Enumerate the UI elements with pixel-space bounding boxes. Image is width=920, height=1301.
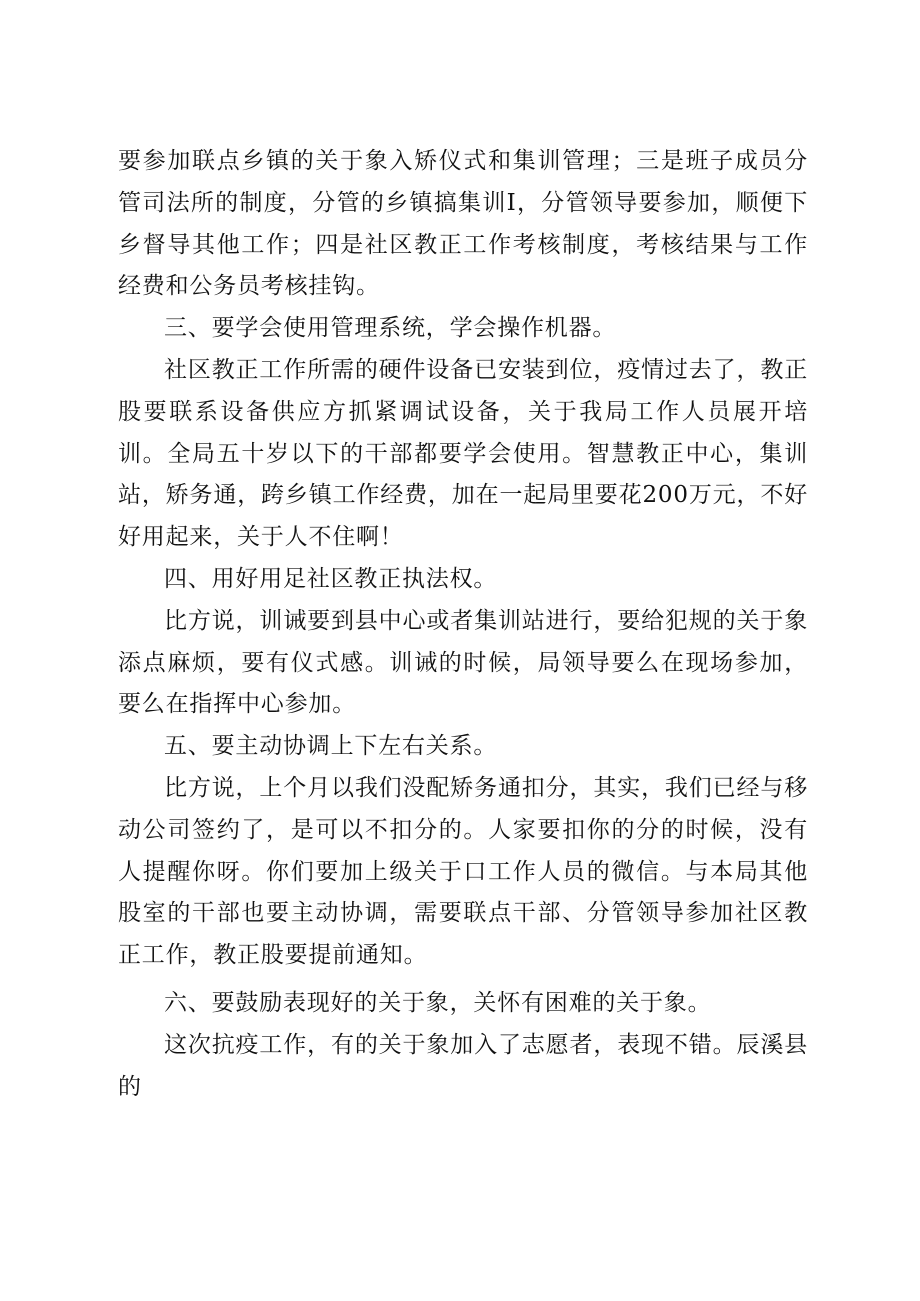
document-body xyxy=(118,141,808,1108)
paragraph-continuation: 要参加联点乡镇的关于象入矫仪式和集训管理；三是班子成员分管司法所的制度，分管的乡镇搞集训I，分管领导要参加，顺便下乡督导其他工作；四是社区教正工作考核制度，考核结果与工作经费和公务员考核挂钩。 xyxy=(118,148,808,300)
section-heading-6: 六、要鼓励表现好的关于象，关怀有困难的关于象。 xyxy=(164,989,712,1016)
paragraph-section-3: 社区教正工作所需的硬件设备已安装到位，疫情过去了，教正股要联系设备供应方抓紧调试设备，关于我局工作人员展开培训。全局五十岁以下的干部都要学会使用。智慧教正中心，集训站，矫务通，跨乡镇工作经费，加在一起局里要花200万元，不好好用起来，关于人不住啊！ xyxy=(118,356,808,551)
section-heading-3: 三、要学会使用管理系统，学会操作机器。 xyxy=(164,315,617,342)
paragraph-section-4: 比方说，训诫要到县中心或者集训站进行，要给犯规的关于象添点麻烦，要有仪式感。训诫的时候，局领导要么在现场参加，要么在指挥中心参加。 xyxy=(118,607,808,718)
section-heading-4: 四、用好用足社区教正执法权。 xyxy=(164,565,498,592)
paragraph-section-6: 这次抗疫工作，有的关于象加入了志愿者，表现不错。辰溪县的 xyxy=(118,1031,808,1100)
paragraph-section-5: 比方说，上个月以我们没配矫务通扣分，其实，我们已经与移动公司签约了，是可以不扣分的。人家要扣你的分的时候，没有人提醒你呀。你们要加上级关于口工作人员的微信。与本局其他股室的干部也要主动协调，需要联点干部、分管领导参加社区教正工作，教正股要提前通知。 xyxy=(118,774,808,969)
section-heading-5: 五、要主动协调上下左右关系。 xyxy=(164,733,498,760)
